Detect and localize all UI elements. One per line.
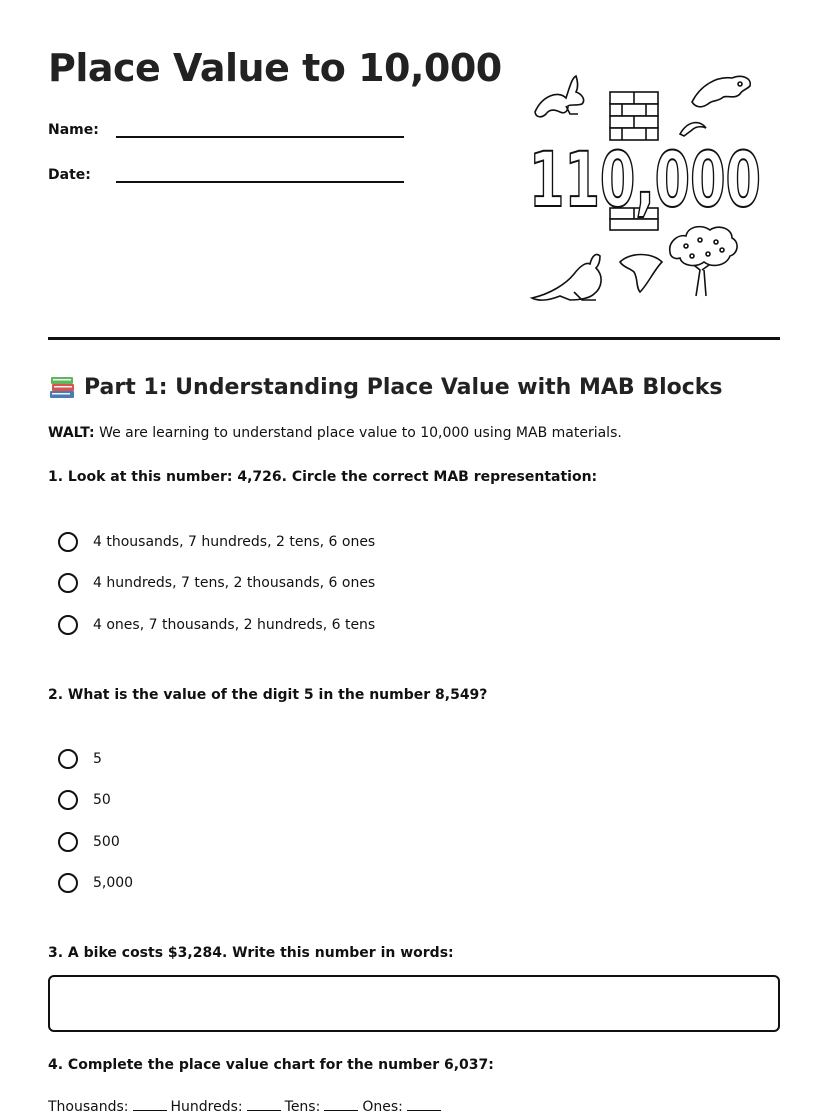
hundreds-entry: [171, 1096, 281, 1115]
books-icon: [48, 374, 76, 400]
q2-option-2[interactable]: [58, 790, 111, 810]
thousands-entry: [48, 1096, 167, 1115]
q1-option-1[interactable]: [58, 532, 375, 552]
section-divider: [48, 337, 780, 340]
name-label: Name:: [48, 122, 99, 138]
answer-text-box[interactable]: [48, 975, 780, 1032]
thousands-label: Thousands:: [48, 1099, 129, 1115]
name-field[interactable]: [116, 118, 404, 138]
date-field-row: [48, 163, 404, 183]
page-title: Place Value to 10,000: [48, 46, 502, 90]
question-1: 1. Look at this number: 4,726. Circle the correct MAB representation:: [48, 469, 598, 485]
question-2: 2. What is the value of the digit 5 in the number 8,549?: [48, 687, 488, 703]
walt-label: WALT:: [48, 425, 95, 441]
option-label: 500: [93, 834, 120, 850]
date-field[interactable]: [116, 163, 404, 183]
ones-label: Ones:: [362, 1099, 403, 1115]
boomerang-icon: [680, 123, 706, 136]
hundreds-label: Hundreds:: [170, 1099, 243, 1115]
tens-label: Tens:: [284, 1099, 321, 1115]
option-label: 5,000: [93, 875, 134, 891]
ones-blank[interactable]: [407, 1096, 441, 1111]
walt-statement: [48, 425, 622, 441]
question-4: 4. Complete the place value chart for the number 6,037:: [48, 1057, 494, 1073]
tens-entry: [285, 1096, 359, 1115]
q2-option-1[interactable]: [58, 749, 102, 769]
q2-option-3[interactable]: [58, 832, 120, 852]
radio-button[interactable]: [58, 790, 78, 810]
thousands-blank[interactable]: [133, 1096, 167, 1111]
tree-icon: [670, 227, 737, 296]
radio-button[interactable]: [58, 573, 78, 593]
place-value-chart: [48, 1096, 445, 1115]
ones-entry: [362, 1096, 441, 1115]
boomerang-bottom-icon: [620, 255, 662, 293]
clipart-number: 110,000: [529, 135, 761, 224]
date-label: Date:: [48, 167, 91, 183]
hundreds-blank[interactable]: [247, 1096, 281, 1111]
radio-button[interactable]: [58, 615, 78, 635]
clipart-illustration: [520, 56, 770, 306]
platypus-icon: [692, 76, 750, 106]
question-3: 3. A bike costs $3,284. Write this number in words:: [48, 945, 454, 961]
option-label: 4 ones, 7 thousands, 2 hundreds, 6 tens: [93, 617, 376, 633]
kangaroo-bottom-icon: [532, 254, 601, 300]
radio-button[interactable]: [58, 832, 78, 852]
radio-button[interactable]: [58, 532, 78, 552]
section-heading: [48, 374, 723, 400]
radio-button[interactable]: [58, 749, 78, 769]
radio-button[interactable]: [58, 873, 78, 893]
option-label: 4 thousands, 7 hundreds, 2 tens, 6 ones: [93, 534, 376, 550]
tens-blank[interactable]: [324, 1096, 358, 1111]
name-field-row: [48, 118, 404, 138]
q1-option-3[interactable]: [58, 615, 375, 635]
walt-text: We are learning to understand place value to 10,000 using MAB materials.: [94, 425, 622, 441]
option-label: 50: [93, 792, 111, 808]
option-label: 4 hundreds, 7 tens, 2 thousands, 6 ones: [93, 575, 376, 591]
section-heading-text: Part 1: Understanding Place Value with MAB Blocks: [84, 374, 723, 400]
kangaroo-icon: [535, 76, 584, 117]
q2-option-4[interactable]: [58, 873, 133, 893]
q1-option-2[interactable]: [58, 573, 375, 593]
option-label: 5: [93, 751, 102, 767]
